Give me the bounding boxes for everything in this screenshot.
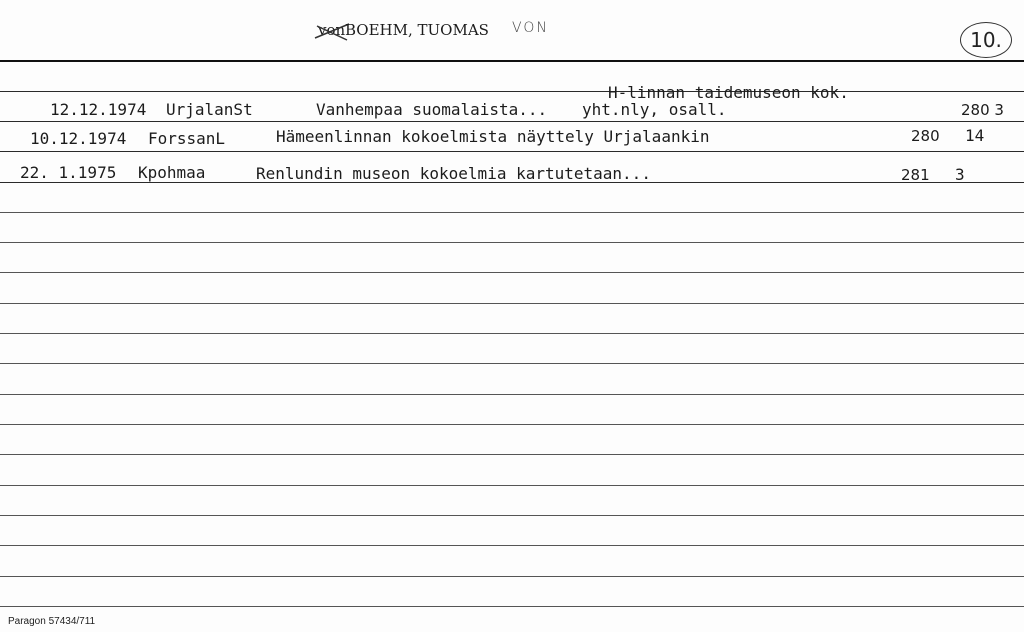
card-number-circle: 10. <box>960 22 1012 58</box>
line-rule <box>0 424 1024 425</box>
printer-imprint: Paragon 57434/711 <box>8 616 96 627</box>
name-prefix: von <box>318 21 346 39</box>
line-rule <box>0 242 1024 243</box>
header-rule <box>0 60 1024 62</box>
line-rule <box>0 333 1024 334</box>
line-rule <box>0 272 1024 273</box>
entry-text-continued: yht.nly, osall. <box>582 100 727 119</box>
entry-ref-page: 280 <box>911 127 940 145</box>
entry-source: UrjalanSt <box>166 100 253 119</box>
line-rule <box>0 303 1024 304</box>
line-rule <box>0 394 1024 395</box>
line-rule <box>0 121 1024 122</box>
line-rule <box>0 576 1024 577</box>
entry-note-above: H-linnan taidemuseon kok. <box>608 83 849 102</box>
entry-date: 22. 1.1975 <box>20 163 117 182</box>
line-rule <box>0 91 1024 92</box>
line-rule <box>0 212 1024 213</box>
entry-ref-page: 281 <box>901 166 930 184</box>
entry-source: Kpohmaa <box>138 163 206 182</box>
line-rule <box>0 515 1024 516</box>
line-rule <box>0 485 1024 486</box>
line-rule <box>0 151 1024 152</box>
entry-source: ForssanL <box>148 129 226 148</box>
entry-text: Hämeenlinnan kokoelmista näyttely Urjalaankin <box>276 127 710 146</box>
entry-text: Renlundin museon kokoelmia kartutetaan... <box>256 164 651 183</box>
line-rule <box>0 545 1024 546</box>
line-rule <box>0 454 1024 455</box>
entry-date: 12.12.1974 <box>50 100 147 119</box>
entry-text: Vanhempaa suomalaista... <box>316 100 548 119</box>
line-rule <box>0 363 1024 364</box>
entry-date: 10.12.1974 <box>30 129 127 148</box>
entry-ref-column: 14 <box>965 126 985 145</box>
entry-ref: 280 3 <box>961 101 1004 119</box>
line-rule <box>0 606 1024 607</box>
handwritten-von: VON <box>512 20 549 36</box>
entry-ref-column: 3 <box>955 165 965 184</box>
person-name: BOEHM, TUOMAS <box>345 21 489 39</box>
